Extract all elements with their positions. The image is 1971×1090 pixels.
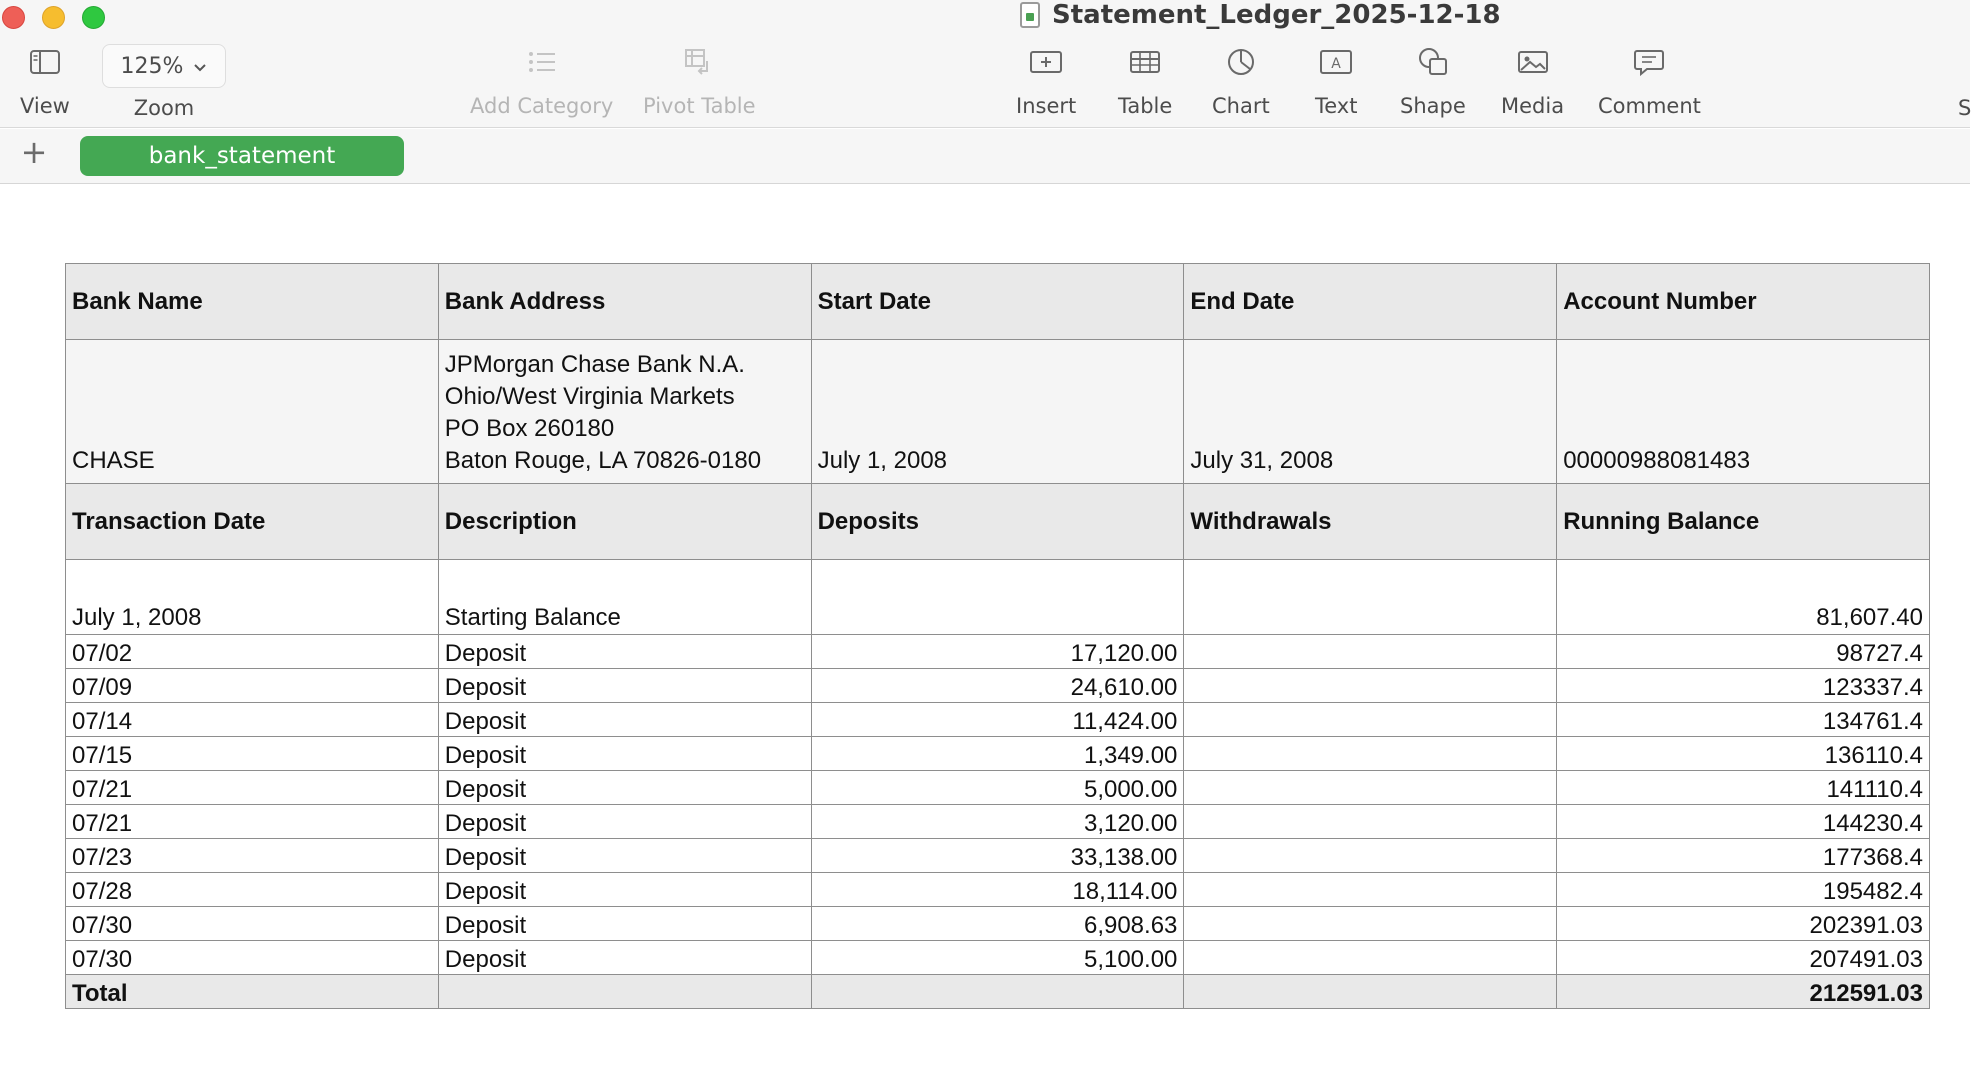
description-cell[interactable]: Deposit bbox=[438, 669, 811, 703]
date-cell[interactable]: 07/30 bbox=[66, 941, 439, 975]
zoom-select[interactable] bbox=[102, 44, 226, 88]
empty-cell[interactable] bbox=[1184, 975, 1557, 1009]
date-cell[interactable]: 07/15 bbox=[66, 737, 439, 771]
bank-address-cell[interactable] bbox=[438, 340, 811, 484]
insert-button[interactable] bbox=[1016, 44, 1076, 118]
shape-icon bbox=[1412, 44, 1454, 80]
address-line: Ohio/West Virginia Markets bbox=[444, 383, 735, 410]
deposits-cell[interactable]: 24,610.00 bbox=[811, 669, 1184, 703]
column-header-cell[interactable]: Description bbox=[438, 484, 811, 560]
text-label: Text bbox=[1315, 94, 1358, 118]
add-category-label: Add Category bbox=[470, 94, 614, 118]
header-cell[interactable]: End Date bbox=[1184, 264, 1557, 340]
total-label-cell[interactable]: Total bbox=[66, 975, 439, 1009]
add-sheet-button[interactable]: + bbox=[20, 133, 48, 171]
withdrawals-cell[interactable] bbox=[1184, 635, 1557, 669]
table-row bbox=[66, 839, 1930, 873]
header-cell[interactable]: Account Number bbox=[1557, 264, 1930, 340]
column-header-cell[interactable]: Deposits bbox=[811, 484, 1184, 560]
balance-cell[interactable]: 195482.4 bbox=[1557, 873, 1930, 907]
withdrawals-cell[interactable] bbox=[1184, 941, 1557, 975]
media-button[interactable] bbox=[1501, 44, 1564, 118]
description-cell[interactable]: Starting Balance bbox=[438, 560, 811, 635]
balance-cell[interactable]: 81,607.40 bbox=[1557, 560, 1930, 635]
balance-cell[interactable]: 134761.4 bbox=[1557, 703, 1930, 737]
description-cell[interactable]: Deposit bbox=[438, 873, 811, 907]
table-row bbox=[66, 805, 1930, 839]
header-cell[interactable]: Bank Name bbox=[66, 264, 439, 340]
empty-cell[interactable] bbox=[811, 975, 1184, 1009]
description-cell[interactable]: Deposit bbox=[438, 839, 811, 873]
deposits-cell[interactable]: 3,120.00 bbox=[811, 805, 1184, 839]
pivot-table-label: Pivot Table bbox=[643, 94, 756, 118]
withdrawals-cell[interactable] bbox=[1184, 669, 1557, 703]
deposits-cell[interactable]: 6,908.63 bbox=[811, 907, 1184, 941]
column-header-cell[interactable]: Running Balance bbox=[1557, 484, 1930, 560]
bank-info-row bbox=[66, 340, 1930, 484]
header-cell[interactable]: Bank Address bbox=[438, 264, 811, 340]
table-label: Table bbox=[1118, 94, 1173, 118]
shape-label: Shape bbox=[1400, 94, 1466, 118]
date-cell[interactable]: 07/30 bbox=[66, 907, 439, 941]
column-header-cell[interactable]: Transaction Date bbox=[66, 484, 439, 560]
date-cell[interactable]: 07/23 bbox=[66, 839, 439, 873]
description-cell[interactable]: Deposit bbox=[438, 635, 811, 669]
balance-cell[interactable]: 202391.03 bbox=[1557, 907, 1930, 941]
sidebar-icon bbox=[24, 44, 66, 80]
comment-icon bbox=[1628, 44, 1670, 80]
zoom-label: Zoom bbox=[133, 96, 195, 120]
close-window-button[interactable] bbox=[2, 6, 25, 29]
pivot-table-button[interactable] bbox=[643, 44, 756, 118]
withdrawals-cell[interactable] bbox=[1184, 907, 1557, 941]
withdrawals-cell[interactable] bbox=[1184, 873, 1557, 907]
description-cell[interactable]: Deposit bbox=[438, 737, 811, 771]
header-cell[interactable]: Start Date bbox=[811, 264, 1184, 340]
shape-button[interactable] bbox=[1400, 44, 1466, 118]
description-cell[interactable]: Deposit bbox=[438, 805, 811, 839]
date-cell[interactable]: 07/14 bbox=[66, 703, 439, 737]
date-cell[interactable]: July 1, 2008 bbox=[66, 560, 439, 635]
starting-balance-row bbox=[66, 560, 1930, 635]
insert-label: Insert bbox=[1016, 94, 1077, 118]
withdrawals-cell[interactable] bbox=[1184, 839, 1557, 873]
chart-label: Chart bbox=[1212, 94, 1270, 118]
address-line: JPMorgan Chase Bank N.A. bbox=[444, 351, 745, 378]
sheet-tab-bank-statement[interactable]: bank_statement bbox=[80, 136, 404, 176]
withdrawals-cell[interactable] bbox=[1184, 771, 1557, 805]
deposits-cell[interactable]: 5,100.00 bbox=[811, 941, 1184, 975]
photo-icon bbox=[1512, 44, 1554, 80]
deposits-cell[interactable]: 1,349.00 bbox=[811, 737, 1184, 771]
total-balance-cell[interactable]: 212591.03 bbox=[1557, 975, 1930, 1009]
deposits-cell[interactable]: 17,120.00 bbox=[811, 635, 1184, 669]
svg-text:A: A bbox=[1331, 56, 1342, 72]
description-cell[interactable]: Deposit bbox=[438, 941, 811, 975]
withdrawals-cell[interactable] bbox=[1184, 805, 1557, 839]
add-category-button[interactable] bbox=[470, 44, 613, 118]
bank-name-cell[interactable]: CHASE bbox=[66, 340, 439, 484]
comment-button[interactable] bbox=[1598, 44, 1701, 118]
address-line: PO Box 260180 bbox=[444, 415, 615, 442]
deposits-cell[interactable]: 5,000.00 bbox=[811, 771, 1184, 805]
chevron-down-icon bbox=[193, 54, 207, 79]
table-row bbox=[66, 737, 1930, 771]
withdrawals-cell[interactable] bbox=[1184, 560, 1557, 635]
zoom-value: 125% bbox=[120, 53, 184, 79]
date-cell[interactable]: 07/02 bbox=[66, 635, 439, 669]
address-line: Baton Rouge, LA 70826-0180 bbox=[444, 447, 762, 474]
text-button[interactable] bbox=[1315, 44, 1357, 118]
description-cell[interactable]: Deposit bbox=[438, 907, 811, 941]
balance-cell[interactable]: 177368.4 bbox=[1557, 839, 1930, 873]
date-cell[interactable]: 07/28 bbox=[66, 873, 439, 907]
end-date-cell[interactable]: July 31, 2008 bbox=[1184, 340, 1557, 484]
column-header-cell[interactable]: Withdrawals bbox=[1184, 484, 1557, 560]
date-cell[interactable]: 07/21 bbox=[66, 771, 439, 805]
spreadsheet-canvas bbox=[65, 263, 1929, 1009]
table-row bbox=[66, 873, 1930, 907]
table-button[interactable] bbox=[1118, 44, 1172, 118]
table-row bbox=[66, 907, 1930, 941]
insert-icon bbox=[1025, 44, 1067, 80]
list-icon bbox=[521, 44, 563, 80]
deposits-cell[interactable] bbox=[811, 560, 1184, 635]
minimize-window-button[interactable] bbox=[42, 6, 65, 29]
total-row bbox=[66, 975, 1930, 1009]
pivot-table-icon bbox=[678, 44, 720, 80]
chart-button[interactable] bbox=[1212, 44, 1270, 118]
withdrawals-cell[interactable] bbox=[1184, 703, 1557, 737]
balance-cell[interactable]: 136110.4 bbox=[1557, 737, 1930, 771]
table-row bbox=[66, 635, 1930, 669]
balance-cell[interactable]: 207491.03 bbox=[1557, 941, 1930, 975]
column-header-row bbox=[66, 484, 1930, 560]
table-row bbox=[66, 669, 1930, 703]
view-button[interactable] bbox=[20, 44, 70, 118]
table-icon bbox=[1124, 44, 1166, 80]
balance-cell[interactable]: 98727.4 bbox=[1557, 635, 1930, 669]
toolbar-overflow-label[interactable]: S bbox=[1958, 96, 1971, 120]
deposits-cell[interactable]: 11,424.00 bbox=[811, 703, 1184, 737]
balance-cell[interactable]: 141110.4 bbox=[1557, 771, 1930, 805]
description-cell[interactable]: Deposit bbox=[438, 771, 811, 805]
comment-label: Comment bbox=[1598, 94, 1701, 118]
header-row bbox=[66, 264, 1930, 340]
toolbar bbox=[0, 0, 1970, 128]
deposits-cell[interactable]: 18,114.00 bbox=[811, 873, 1184, 907]
statement-table bbox=[65, 263, 1930, 1009]
description-cell[interactable]: Deposit bbox=[438, 703, 811, 737]
table-row bbox=[66, 771, 1930, 805]
balance-cell[interactable]: 123337.4 bbox=[1557, 669, 1930, 703]
media-label: Media bbox=[1501, 94, 1565, 118]
pie-chart-icon bbox=[1220, 44, 1262, 80]
zoom-window-button[interactable] bbox=[82, 6, 105, 29]
empty-cell[interactable] bbox=[438, 975, 811, 1009]
start-date-cell[interactable]: July 1, 2008 bbox=[811, 340, 1184, 484]
window-title-text: Statement_Ledger_2025-12-18 bbox=[1052, 0, 1501, 30]
view-label: View bbox=[20, 94, 70, 118]
deposits-cell[interactable]: 33,138.00 bbox=[811, 839, 1184, 873]
text-box-icon bbox=[1315, 44, 1357, 80]
numbers-document-icon bbox=[1020, 2, 1040, 28]
table-row bbox=[66, 941, 1930, 975]
withdrawals-cell[interactable] bbox=[1184, 737, 1557, 771]
date-cell[interactable]: 07/09 bbox=[66, 669, 439, 703]
table-row bbox=[66, 703, 1930, 737]
sheet-tab-bar bbox=[0, 129, 1970, 184]
balance-cell[interactable]: 144230.4 bbox=[1557, 805, 1930, 839]
date-cell[interactable]: 07/21 bbox=[66, 805, 439, 839]
window-title bbox=[1020, 0, 1501, 30]
account-number-cell[interactable]: 00000988081483 bbox=[1557, 340, 1930, 484]
